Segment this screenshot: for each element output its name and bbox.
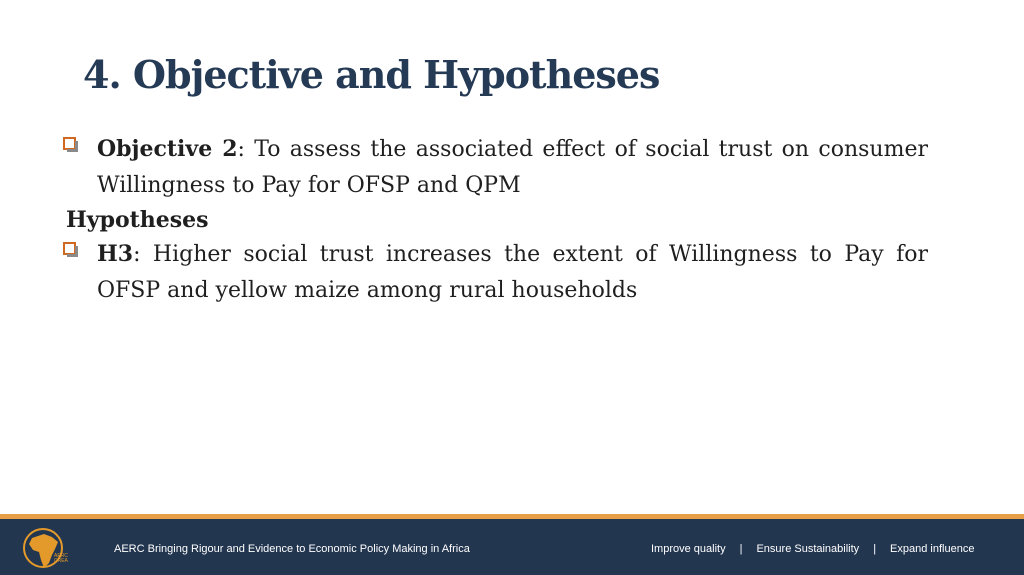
- objective-text: : To assess the associated effect of social trust on consumer Willingness to Pay for OFSP and QPM: [97, 137, 928, 198]
- footer: [0, 519, 1024, 575]
- hypothesis-paragraph: [97, 236, 928, 309]
- footer-link-improve-quality: Improve quality: [651, 543, 726, 555]
- footer-link-expand-influence: Expand influence: [890, 543, 975, 555]
- aerc-logo-icon: [22, 522, 68, 574]
- hypothesis-text: : Higher social trust increases the extent of Willingness to Pay for OFSP and yellow maize among rural households: [97, 242, 928, 303]
- objective-paragraph: [97, 131, 928, 204]
- checkbox-bullet-icon: [63, 137, 76, 150]
- svg-text:CREA: CREA: [54, 558, 68, 564]
- svg-text:AERC: AERC: [54, 553, 68, 559]
- hypothesis-label: H3: [97, 241, 134, 267]
- objective-label: Objective 2: [97, 136, 238, 162]
- footer-tagline: AERC Bringing Rigour and Evidence to Economic Policy Making in Africa: [114, 543, 470, 555]
- footer-separator: |: [873, 543, 877, 555]
- footer-separator: |: [739, 543, 743, 555]
- footer-link-ensure-sustainability: Ensure Sustainability: [756, 543, 860, 555]
- slide-title: 4. Objective and Hypotheses: [83, 52, 660, 97]
- footer-links: [651, 543, 974, 555]
- hypotheses-heading: Hypotheses: [66, 207, 209, 233]
- checkbox-bullet-icon: [63, 242, 76, 255]
